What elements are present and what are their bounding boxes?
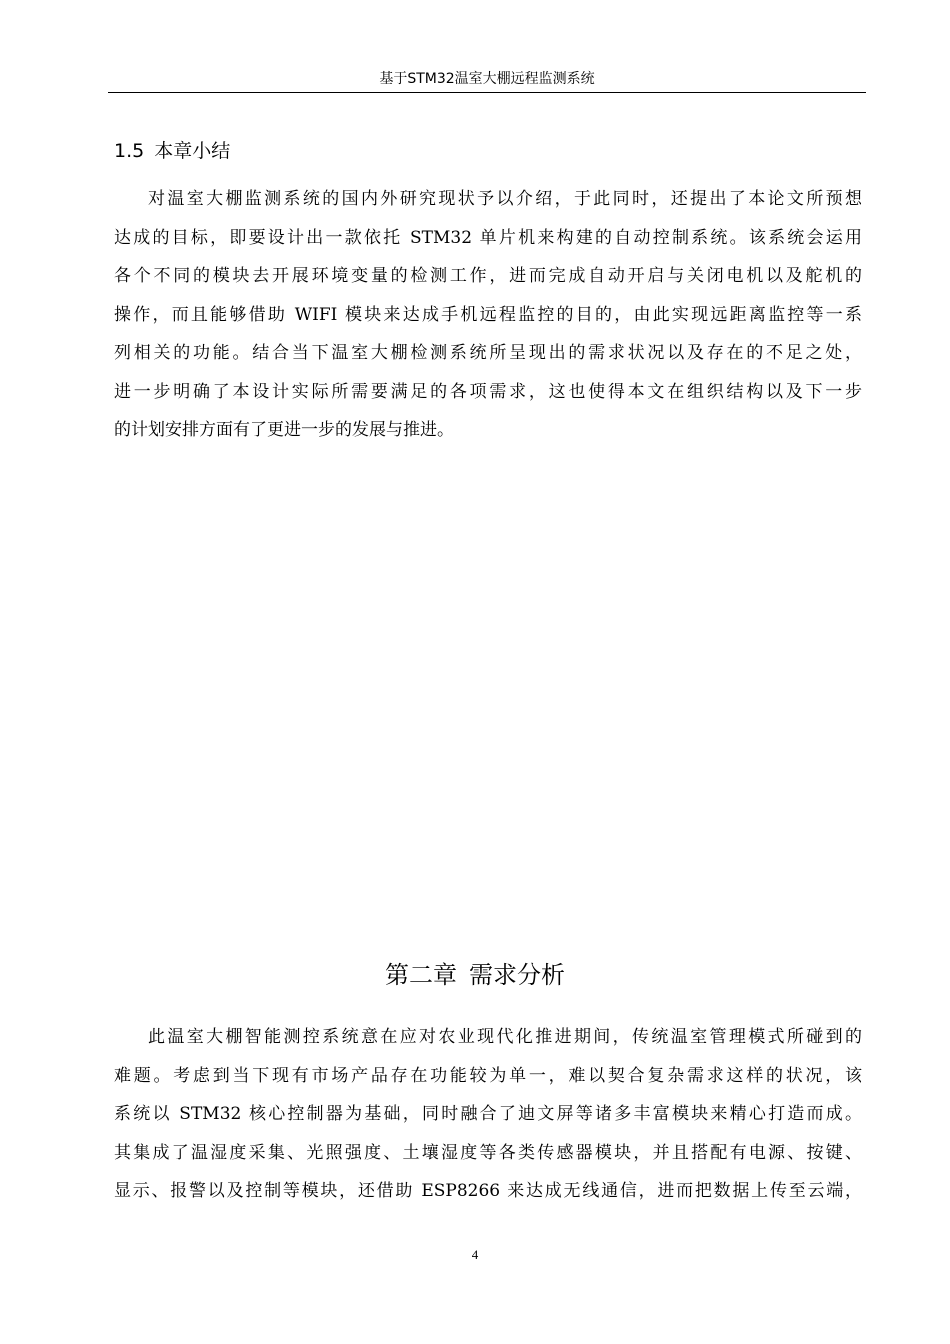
chapter-label: 第二章 xyxy=(385,961,457,989)
section-number: 1.5 xyxy=(114,140,145,162)
paragraph-line: 显示、报警以及控制等模块，还借助 ESP8266 来达成无线通信，进而把数据上传至云端， xyxy=(114,1181,862,1201)
chapter-paragraph xyxy=(114,1018,862,1211)
paragraph-line: 进一步明确了本设计实际所需要满足的各项需求，这也使得本文在组织结构以及下一步 xyxy=(114,381,862,402)
chapter-name: 需求分析 xyxy=(469,961,565,989)
header-title: 基于STM32温室大棚远程监测系统 xyxy=(379,71,595,87)
page-number: 4 xyxy=(471,1247,479,1262)
paragraph-line: 列相关的功能。结合当下温室大棚检测系统所呈现出的需求状况以及存在的不足之处， xyxy=(114,343,862,363)
paragraph-line: 系统以 STM32 核心控制器为基础，同时融合了迪文屏等诸多丰富模块来精心打造而成。 xyxy=(114,1104,862,1124)
paragraph-line: 操作，而且能够借助 WIFI 模块来达成手机远程监控的目的，由此实现远距离监控等一系 xyxy=(114,304,862,325)
paragraph-line: 达成的目标，即要设计出一款依托 STM32 单片机来构建的自动控制系统。该系统会运用 xyxy=(114,227,862,248)
paragraph-line: 此温室大棚智能测控系统意在应对农业现代化推进期间，传统温室管理模式所碰到的 xyxy=(148,1027,862,1047)
paragraph-line: 其集成了温湿度采集、光照强度、土壤湿度等各类传感器模块，并且搭配有电源、按键、 xyxy=(114,1142,862,1163)
chapter-title xyxy=(0,958,950,992)
page-header xyxy=(108,66,866,93)
paragraph-line: 对温室大棚监测系统的国内外研究现状予以介绍，于此同时，还提出了本论文所预想 xyxy=(148,189,862,209)
section-title: 本章小结 xyxy=(154,140,231,162)
section-paragraph xyxy=(114,180,862,450)
paragraph-line: 的计划安排方面有了更进一步的发展与推进。 xyxy=(114,420,454,440)
paragraph-line: 各个不同的模块去开展环境变量的检测工作，进而完成自动开启与关闭电机以及舵机的 xyxy=(114,266,862,286)
paragraph-line: 难题。考虑到当下现有市场产品存在功能较为单一，难以契合复杂需求这样的状况，该 xyxy=(114,1065,862,1086)
section-heading xyxy=(114,138,230,164)
